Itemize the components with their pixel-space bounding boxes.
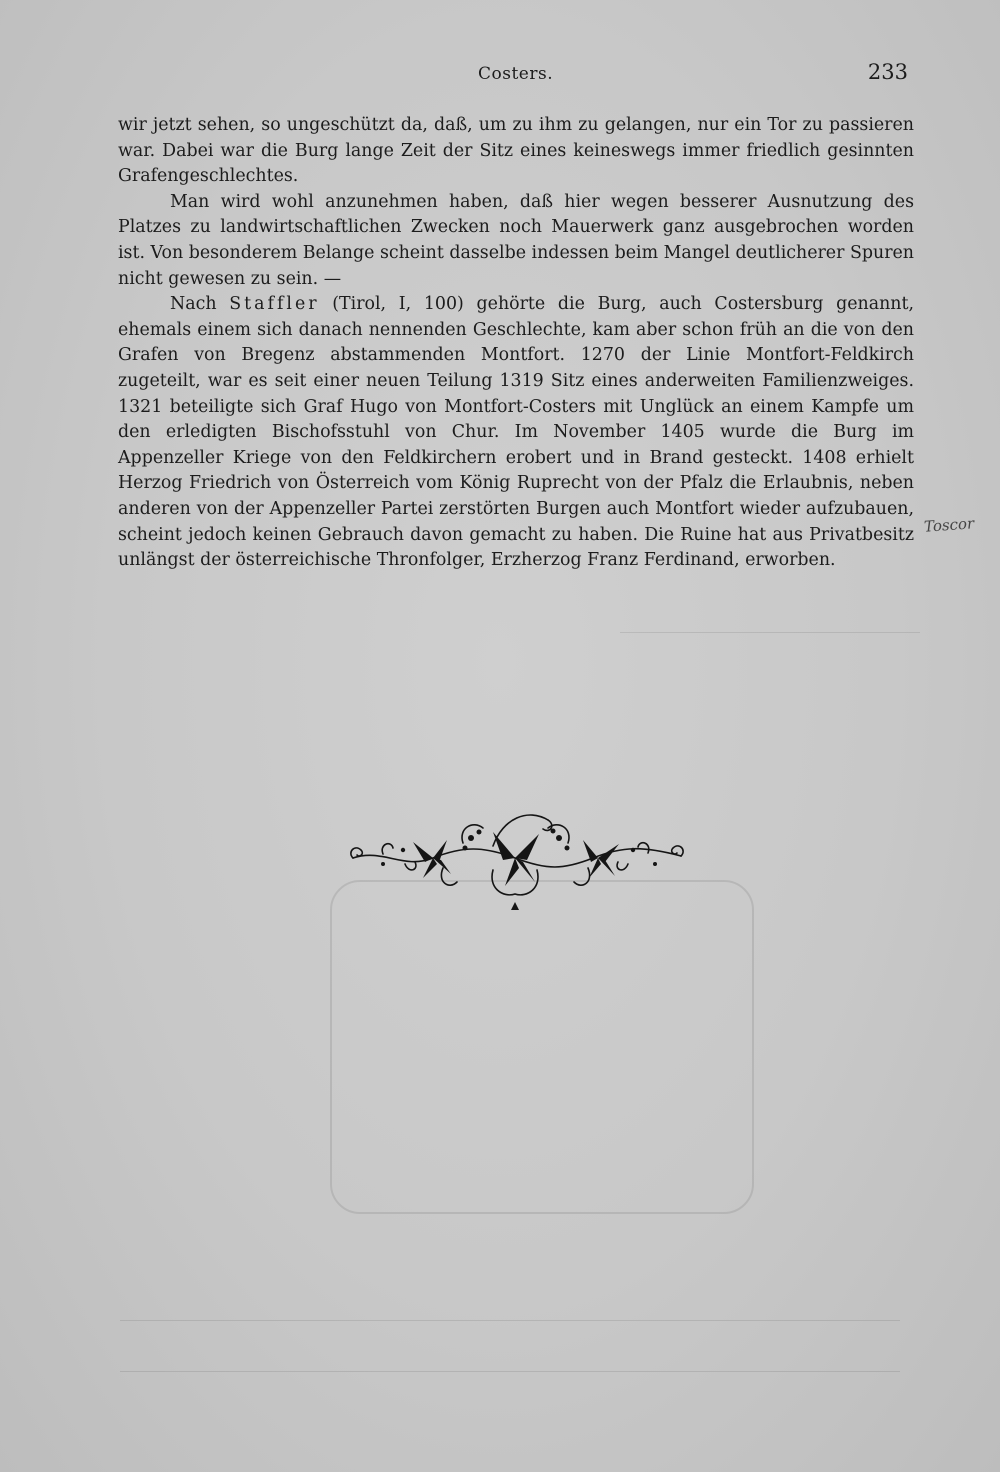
handwritten-margin-note: Toscor <box>923 514 975 536</box>
page-number: 233 <box>867 60 908 84</box>
show-through-mark <box>330 880 754 1214</box>
show-through-mark <box>120 1320 900 1372</box>
paragraph-3-text: (Tirol, I, 100) gehörte die Burg, auch Costersburg genannt, ehemals einem sich danach nennenden Geschlechte, kam aber schon früh an die von den Grafen von Bregenz abstammenden Montfort. 1270 der Linie Montfort-Feldkirch zugeteilt, war es seit einer neuen Teilung 1319 Sitz eines anderweiten Familienzweiges. 1321 beteiligte sich Graf Hugo von Montfort-Costers mit Unglück an einem Kampfe um den erledigten Bischofsstuhl von Chur. Im November 1405 wurde die Burg im Appenzeller Kriege von den Feldkirchern erobert und in Brand gesteckt. 1408 erhielt Herzog Friedrich von Österreich vom König Ruprecht von der Pfalz die Erlaubnis, neben anderen von der Appenzeller Partei zerstörten Burgen auch Montfort wieder aufzubauen, scheint jedoch keinen Gebrauch davon gemacht zu haben. Die Ruine hat aus Privatbesitz unlängst der österreichische Thronfolger, Erzherzog Franz Ferdinand, erworben. <box>118 294 915 571</box>
body-text <box>118 113 914 574</box>
show-through-mark <box>620 612 920 633</box>
author-name-spaced: Staffler <box>229 294 320 315</box>
paragraph-3 <box>118 292 914 574</box>
paragraph-3-lead: Nach <box>170 294 217 315</box>
paragraph-1: wir jetzt sehen, so ungeschützt da, daß, um zu ihm zu gelangen, nur ein Tor zu passieren war. Dabei war die Burg lange Zeit der Sitz eines keineswegs immer friedlich gesinnten Grafengeschlechtes. <box>118 115 914 187</box>
paragraph-2: Man wird wohl anzunehmen haben, daß hier wegen besserer Ausnutzung des Platzes zu landwirtschaftlichen Zwecken noch Mauerwerk ganz ausgebrochen worden ist. Von besonderem Belange scheint dasselbe indessen beim Mangel deutlicherer Spuren nicht gewesen zu sein. — <box>118 191 914 289</box>
running-head-title: Costers. <box>478 64 554 84</box>
